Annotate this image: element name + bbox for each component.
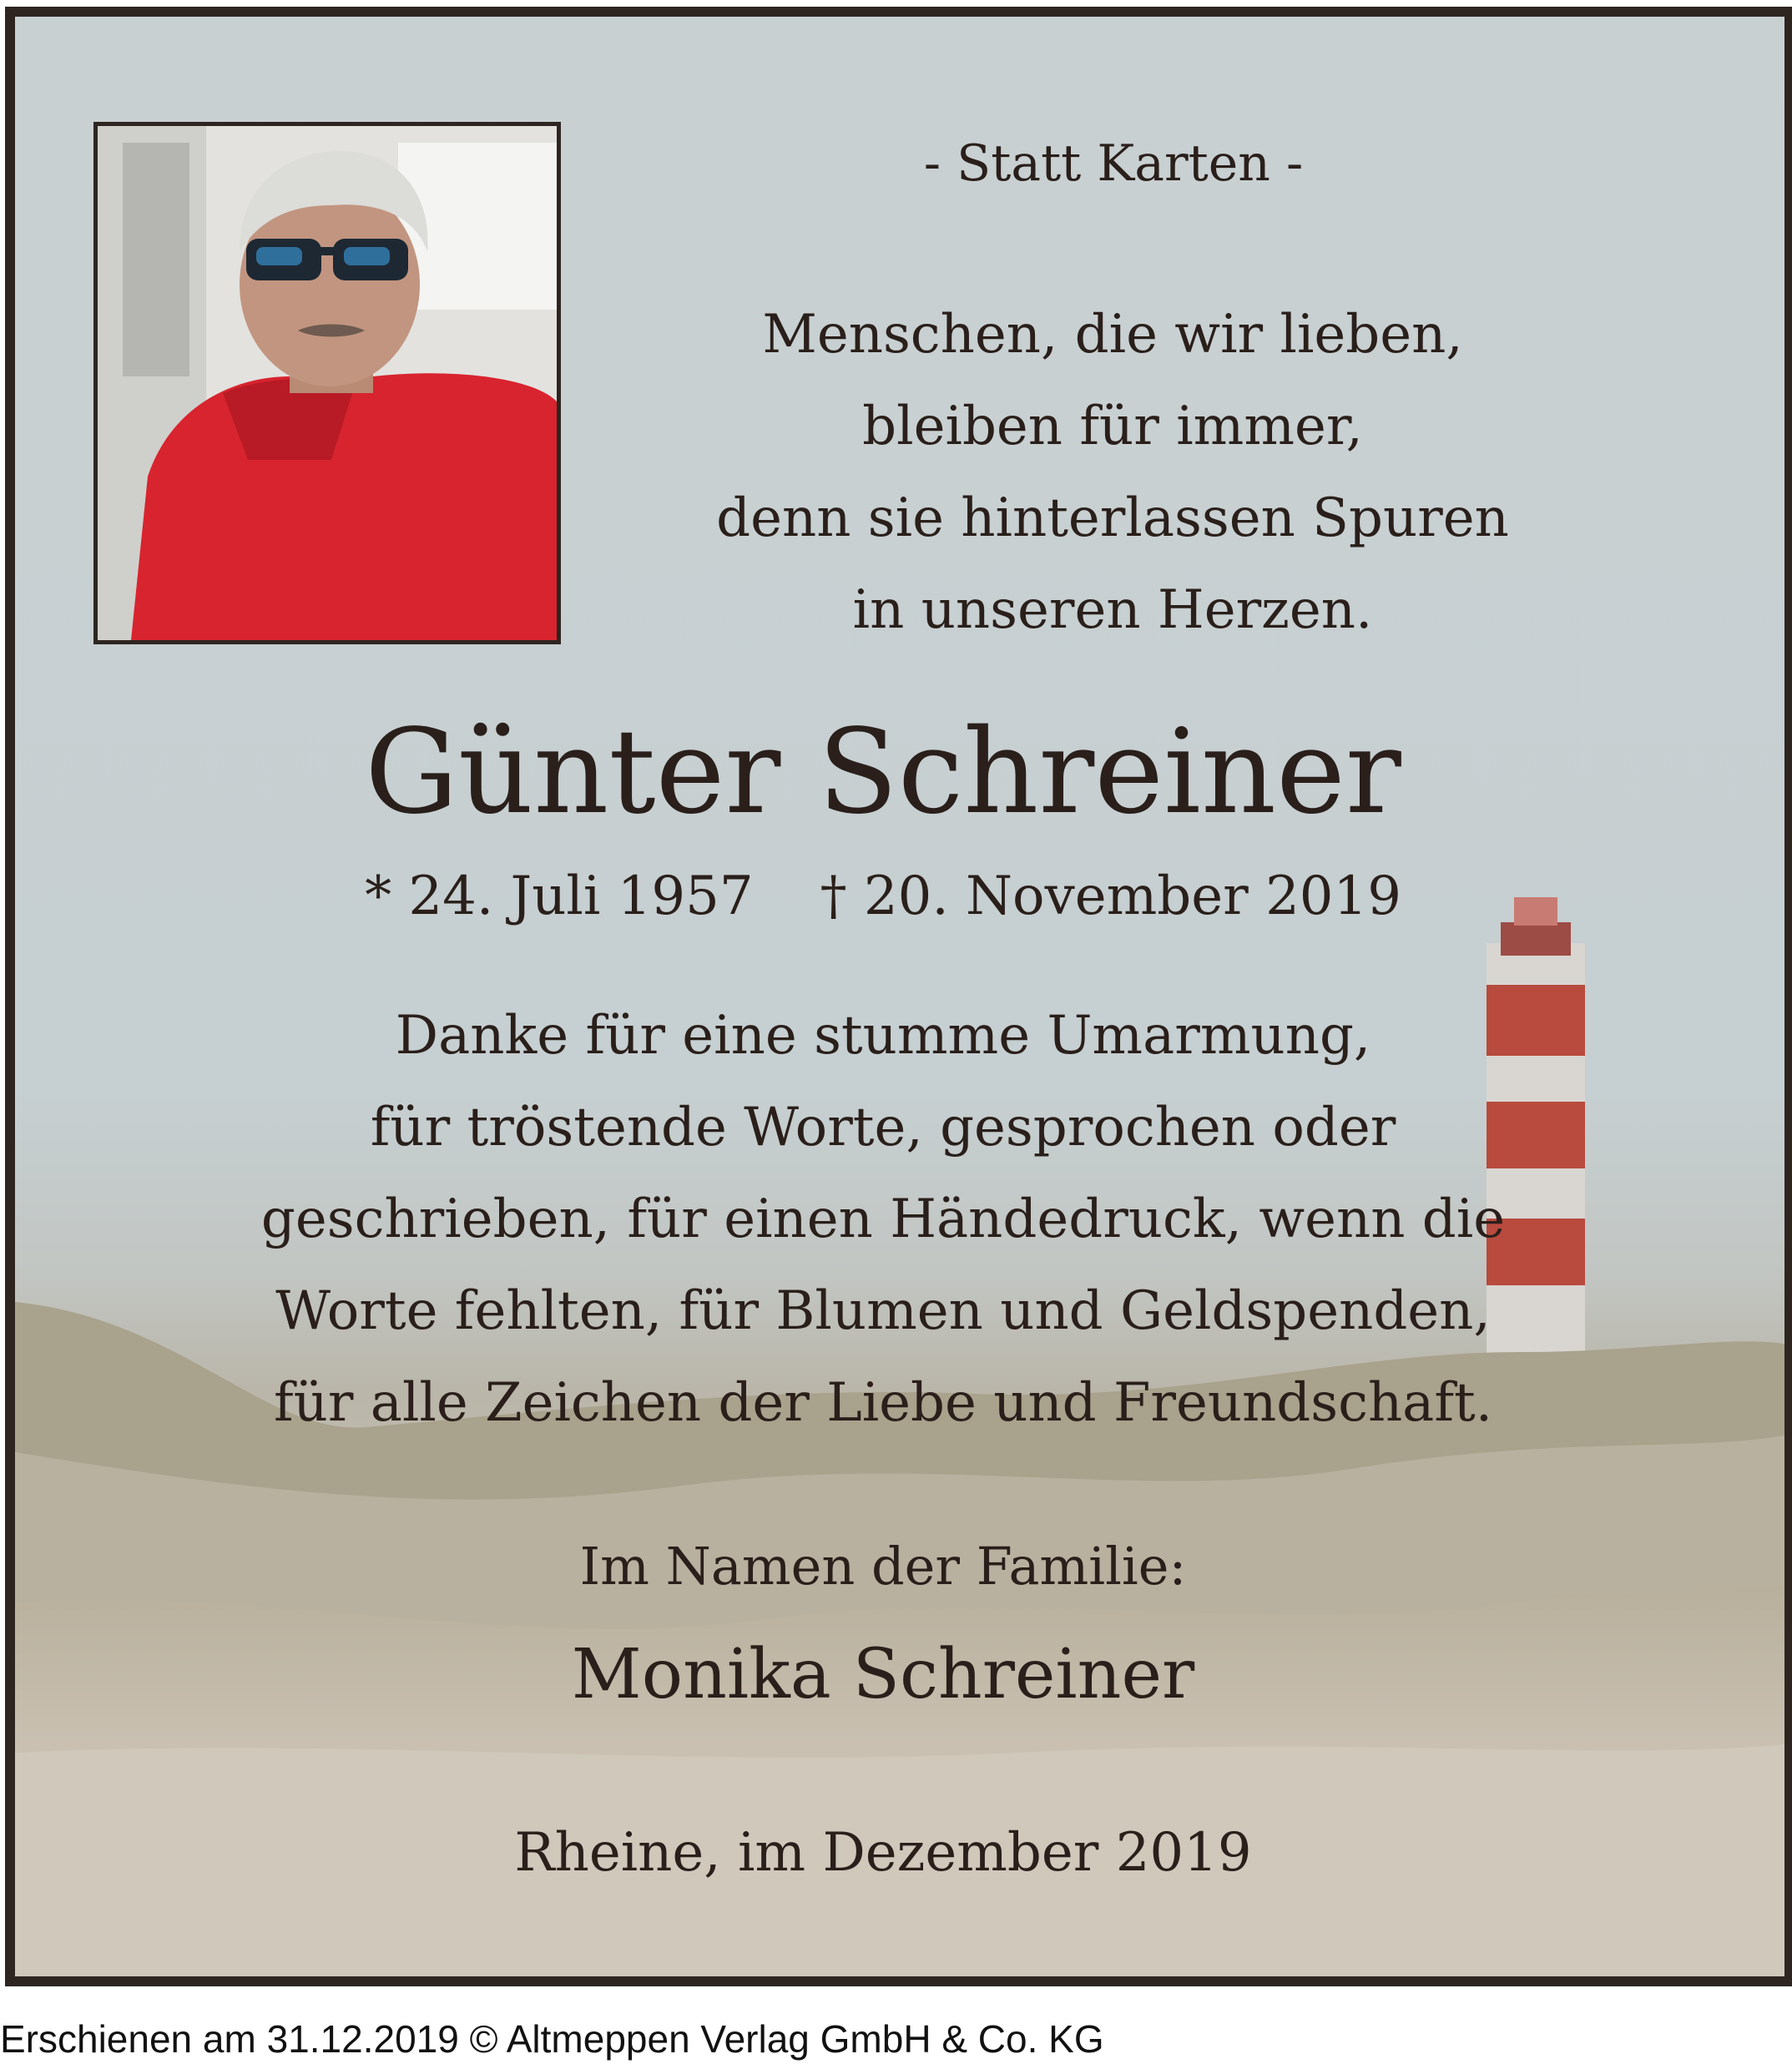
- signer-name: Monika Schreiner: [571, 1635, 1195, 1714]
- poem-line: Menschen, die wir lieben,: [762, 304, 1463, 366]
- death-date: † 20. November 2019: [820, 865, 1401, 927]
- statt-karten-text: - Statt Karten -: [923, 134, 1304, 193]
- portrait-photo: [93, 122, 561, 644]
- poem-line: in unseren Herzen.: [852, 579, 1373, 641]
- poem-line: denn sie hinterlassen Spuren: [716, 487, 1509, 549]
- thanks-line: für tröstende Worte, gesprochen oder: [370, 1097, 1396, 1158]
- family-label: Im Namen der Familie:: [579, 1536, 1187, 1597]
- thanks-line: Danke für eine stumme Umarmung,: [395, 1005, 1371, 1067]
- life-dates: [265, 865, 1501, 927]
- thanks-text: [215, 990, 1551, 1449]
- poem-line: bleiben für immer,: [862, 396, 1363, 457]
- thanks-line: Worte fehlten, für Blumen und Geldspenden,: [275, 1280, 1491, 1342]
- thanks-line: für alle Zeichen der Liebe und Freundschaft.: [273, 1372, 1493, 1434]
- notice-frame: [5, 7, 1792, 1986]
- thanks-line: geschrieben, für einen Händedruck, wenn die: [260, 1188, 1506, 1250]
- deceased-name: Günter Schreiner: [365, 704, 1401, 840]
- birth-date: * 24. Juli 1957: [365, 865, 754, 927]
- publication-footer: Erschienen am 31.12.2019 © Altmeppen Verlag GmbH & Co. KG: [0, 2017, 1104, 2061]
- place-date: Rheine, im Dezember 2019: [514, 1822, 1252, 1884]
- poem: [699, 289, 1526, 656]
